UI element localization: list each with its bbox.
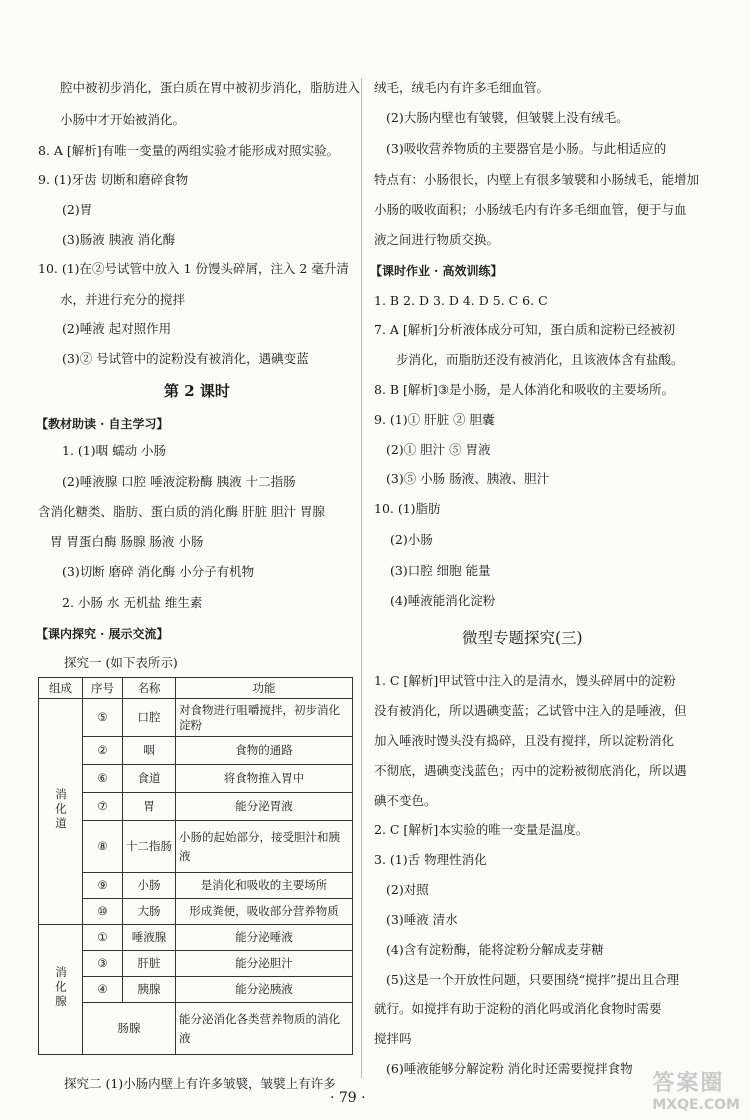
text-line: 步消化，而脂肪还没有被消化，且该液体含有盐酸。 (396, 352, 684, 367)
text-line: 小肠中才开始被消化。 (60, 112, 186, 127)
cell-no: ④ (83, 977, 123, 1003)
table-row (39, 951, 353, 977)
text-line: 小肠的吸收面积；小肠绒毛内有许多毛细血管，便于与血 (374, 202, 687, 217)
text-line: 2. C [解析]本实验的唯一变量是温度。 (374, 822, 589, 837)
table-row (39, 899, 353, 925)
digestive-system-table (38, 677, 353, 1055)
text-line: (5)这是一个开放性问题，只要围绕“搅拌”提出且合理 (386, 972, 679, 987)
text-line: 就行。如搅拌有助于淀粉的消化吗或消化食物时需要 (374, 1001, 662, 1016)
table-row (39, 765, 353, 793)
cell-no: ⑩ (83, 899, 123, 925)
text-line: 加入唾液时馒头没有捣碎，且没有搅拌，所以淀粉消化 (374, 733, 675, 748)
cell-func: 将食物推入胃中 (176, 765, 353, 793)
text-line: 含消化糖类、脂肪、蛋白质的消化酶 肝脏 胆汁 胃腺 (38, 504, 325, 519)
table-row (39, 925, 353, 951)
cell-name: 胰腺 (123, 977, 176, 1003)
cell-no: ③ (83, 951, 123, 977)
cell-name: 唾液腺 (123, 925, 176, 951)
text-line: (2)小肠 (390, 532, 433, 547)
cell-func: 小肠的起始部分，接受胆汁和胰液 (176, 821, 353, 873)
text-line: 腔中被初步消化，蛋白质在胃中被初步消化，脂肪进入 (60, 80, 361, 95)
table-row (39, 873, 353, 899)
explore-heading: 探究一 (如下表所示) (64, 655, 178, 670)
text-line: 胃 胃蛋白酶 肠腺 肠液 小肠 (50, 534, 204, 549)
text-line: (3)唾液 清水 (386, 912, 458, 927)
column-divider (361, 78, 362, 1078)
cell-no: ⑧ (83, 821, 123, 873)
table-row (39, 821, 353, 873)
table-header-row (39, 678, 353, 699)
table-header: 组成 (39, 678, 83, 699)
cell-name: 咽 (123, 737, 176, 765)
text-line: (2)胃 (62, 202, 93, 217)
text-line: 8. B [解析]③是小肠，是人体消化和吸收的主要场所。 (374, 382, 675, 397)
section-heading: 【教材助读 · 自主学习】 (36, 417, 169, 431)
watermark-url: MXQE.COM (652, 1097, 740, 1113)
text-line: (6)唾液能够分解淀粉 消化时还需要搅拌食物 (386, 1061, 633, 1076)
page-number: · 79 · (330, 1090, 366, 1106)
table-header: 名称 (123, 678, 176, 699)
text-line: 不彻底，遇碘变浅蓝色；丙中的淀粉被彻底消化，所以遇 (374, 763, 687, 778)
text-line: (3)肠液 胰液 消化酶 (62, 232, 176, 247)
cell-no: ⑦ (83, 793, 123, 821)
cell-func: 能分泌消化各类营养物质的消化液 (176, 1003, 353, 1055)
cell-no: ① (83, 925, 123, 951)
text-line: 9. (1)① 肝脏 ② 胆囊 (374, 412, 495, 427)
text-line: 1. (1)咽 蠕动 小肠 (62, 443, 167, 458)
table-row (39, 977, 353, 1003)
text-line: 1. B 2. D 3. D 4. D 5. C 6. C (374, 293, 548, 308)
section-heading: 【课内探究 · 展示交流】 (36, 627, 169, 641)
cell-func: 能分泌胃液 (176, 793, 353, 821)
text-line: 特点有：小肠很长，内壁上有很多皱襞和小肠绒毛，能增加 (374, 172, 700, 187)
cell-name: 胃 (123, 793, 176, 821)
text-line: 2. 小肠 水 无机盐 维生素 (62, 595, 203, 610)
table-row (39, 737, 353, 765)
text-line: 7. A [解析]分析液体成分可知，蛋白质和淀粉已经被初 (374, 322, 676, 337)
cell-func: 是消化和吸收的主要场所 (176, 873, 353, 899)
text-line: 水，并进行充分的搅拌 (60, 292, 186, 307)
text-line: 搅拌吗 (374, 1031, 412, 1046)
table-row (39, 1003, 353, 1055)
cell-func: 食物的通路 (176, 737, 353, 765)
text-line: 9. (1)牙齿 切断和磨碎食物 (38, 172, 189, 187)
cell-func: 形成粪便，吸收部分营养物质 (176, 899, 353, 925)
text-line: (3)② 号试管中的淀粉没有被消化，遇碘变蓝 (62, 351, 309, 366)
text-line: (3)⑤ 小肠 肠液、胰液、胆汁 (386, 471, 550, 486)
table-row (39, 793, 353, 821)
cell-no: ⑨ (83, 873, 123, 899)
text-line: 1. C [解析]甲试管中注入的是清水，馒头碎屑中的淀粉 (374, 673, 676, 688)
text-line: 3. (1)舌 物理性消化 (374, 852, 487, 867)
cell-name: 十二指肠 (123, 821, 176, 873)
group-cell: 消化道 (39, 699, 83, 925)
text-line: (2)大肠内壁也有皱襞，但皱襞上没有绒毛。 (386, 110, 629, 125)
cell-func: 能分泌胰液 (176, 977, 353, 1003)
text-line: 8. A [解析]有唯一变量的两组实验才能形成对照实验。 (38, 143, 340, 158)
text-line: (4)含有淀粉酶，能将淀粉分解成麦芽糖 (386, 942, 604, 957)
text-line: (2)① 胆汁 ⑤ 胃液 (386, 442, 491, 457)
cell-name: 肝脏 (123, 951, 176, 977)
text-line: 10. (1)在②号试管中放入 1 份馒头碎屑，注入 2 毫升清 (38, 261, 349, 276)
text-line: (2)对照 (386, 882, 429, 897)
lesson-title: 第 2 课时 (164, 382, 230, 400)
watermark (652, 1066, 740, 1113)
cell-no: ⑤ (83, 699, 123, 737)
text-line: (3)切断 磨碎 消化酶 小分子有机物 (62, 564, 255, 579)
text-line: (3)口腔 细胞 能量 (390, 563, 491, 578)
text-line: 液之间进行物质交换。 (374, 232, 500, 247)
table-header: 序号 (83, 678, 123, 699)
group-cell: 消化腺 (39, 925, 83, 1055)
micro-topic-title: 微型专题探究(三) (462, 629, 583, 647)
cell-func: 能分泌胆汁 (176, 951, 353, 977)
table-row (39, 699, 353, 737)
explore-heading: 探究二 (1)小肠内壁上有许多皱襞，皱襞上有许多 (64, 1076, 336, 1091)
cell-name: 食道 (123, 765, 176, 793)
cell-no: ⑥ (83, 765, 123, 793)
text-line: 碘不变色。 (374, 793, 437, 808)
text-line: 没有被消化，所以遇碘变蓝；乙试管中注入的是唾液，但 (374, 703, 687, 718)
text-line: 10. (1)脂肪 (374, 501, 441, 516)
table-header: 功能 (176, 678, 353, 699)
text-line: (2)唾液腺 口腔 唾液淀粉酶 胰液 十二指肠 (62, 474, 296, 489)
section-heading: 【课时作业 · 高效训练】 (370, 264, 503, 278)
cell-func: 对食物进行咀嚼搅拌，初步消化淀粉 (176, 699, 353, 737)
text-line: (4)唾液能消化淀粉 (390, 593, 496, 608)
text-line: 绒毛，绒毛内有许多毛细血管。 (374, 80, 550, 95)
cell-name: 口腔 (123, 699, 176, 737)
cell-no: ② (83, 737, 123, 765)
text-line: (2)唾液 起对照作用 (62, 321, 172, 336)
cell-name: 小肠 (123, 873, 176, 899)
cell-func: 能分泌唾液 (176, 925, 353, 951)
text-line: (3)吸收营养物质的主要器官是小肠。与此相适应的 (386, 141, 667, 156)
watermark-logo-text: 答案圈 (652, 1071, 725, 1096)
cell-name: 肠腺 (83, 1003, 176, 1055)
cell-name: 大肠 (123, 899, 176, 925)
